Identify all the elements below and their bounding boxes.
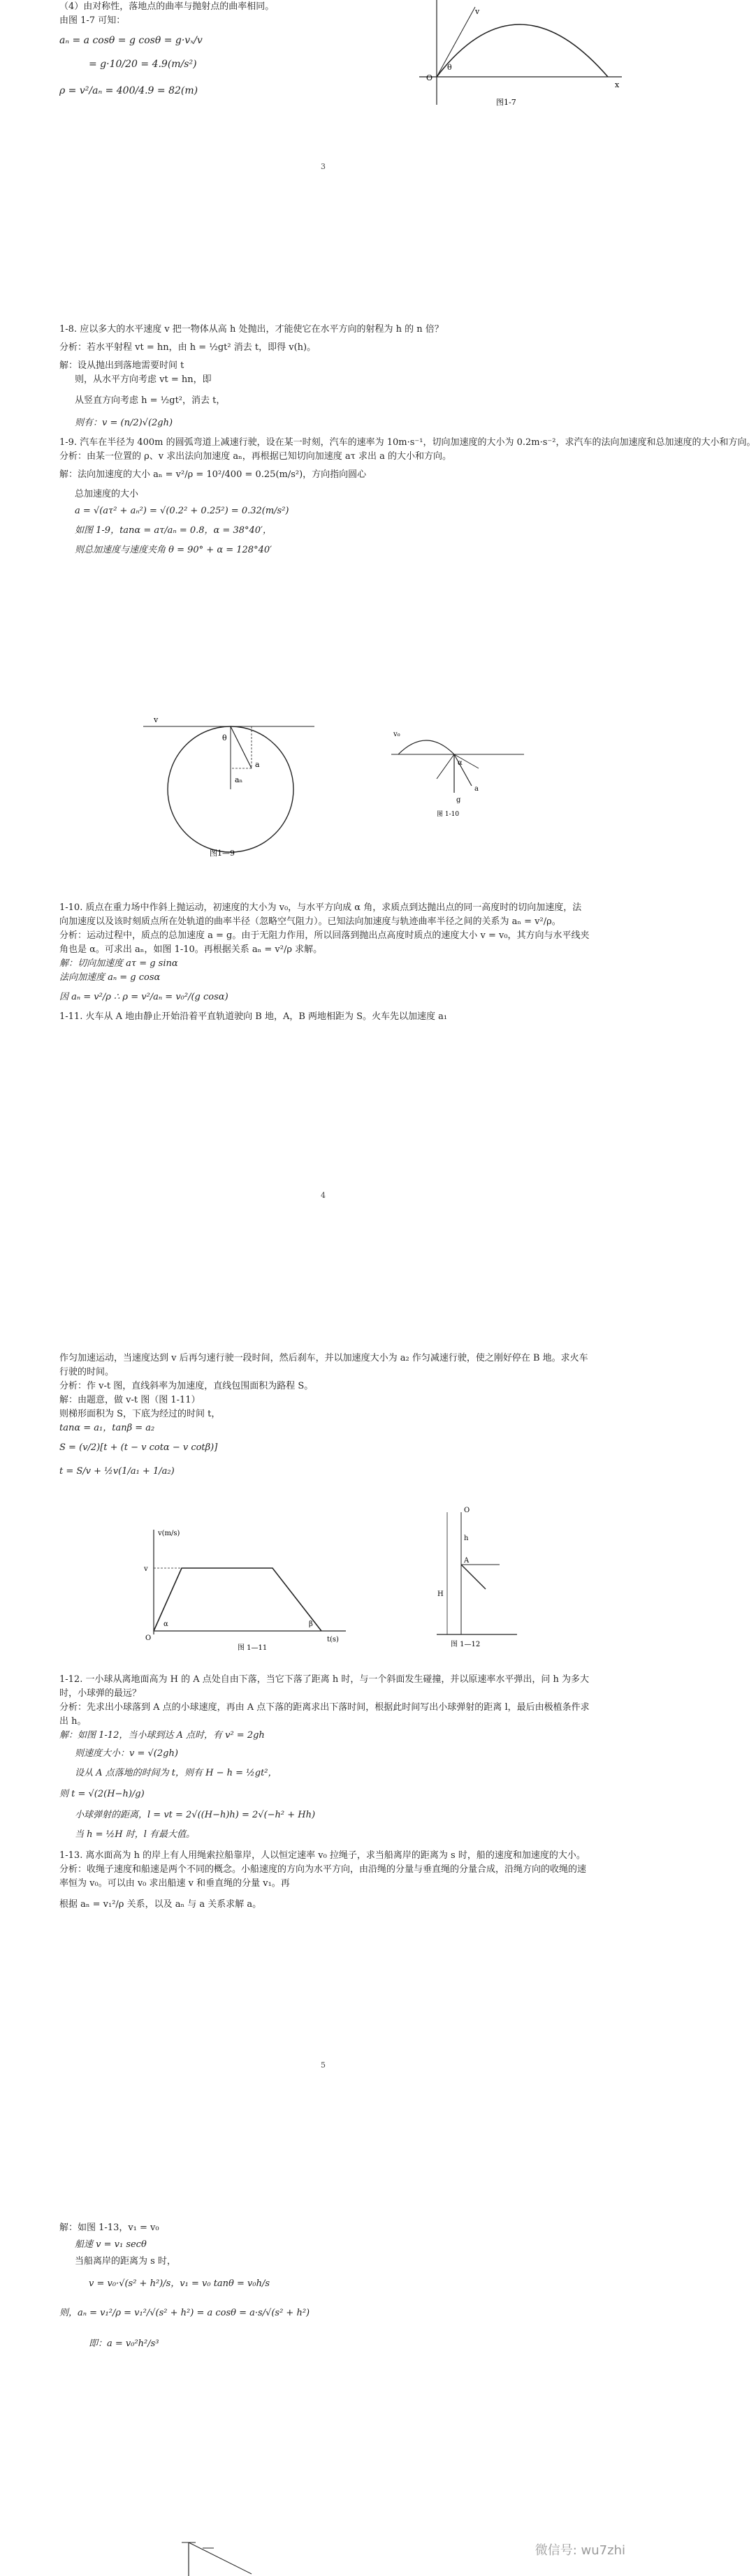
- problem-text: 1-11. 火车从 A 地由静止开始沿着平直轨道驶向 B 地，A，B 两地相距为 S。火车先以加速度 a₁: [59, 1011, 448, 1022]
- equation: 如图 1-9，tanα = aτ/aₙ = 0.8，α = 38°40′，: [75, 525, 272, 536]
- equation: tanα = a₁，tanβ = a₂: [59, 1423, 155, 1433]
- fig-label: H: [437, 1590, 444, 1598]
- fig-label: A: [464, 1557, 470, 1565]
- equation: 即：a = v₀²h²/s³: [89, 2339, 159, 2349]
- solution-text: 解：由题意，做 v-t 图（图 1-11）: [59, 1395, 201, 1405]
- equation: 则速度大小：v = √(2gh): [75, 1748, 178, 1759]
- fig-label: β: [309, 1620, 313, 1628]
- equation: a = √(aτ² + aₙ²) = √(0.2² + 0.25²) = 0.32(m/s²): [75, 506, 289, 516]
- fig-label: v: [154, 715, 159, 724]
- figure-1-13-partial: [175, 2535, 272, 2576]
- fig-label: α: [163, 1620, 168, 1628]
- figure-1-11: [133, 1523, 356, 1652]
- figure-caption: 图1—9: [210, 849, 235, 858]
- solution-text: 解：切向加速度 aτ = g sinα: [59, 958, 178, 969]
- fig-label: g: [456, 796, 461, 804]
- equation: 当 h = ½H 时，l 有最大值。: [75, 1829, 196, 1840]
- fig-label: v(m/s): [158, 1530, 180, 1537]
- equation: ρ = v²/aₙ = 400/4.9 = 82(m): [59, 85, 198, 96]
- equation: 则 t = √(2(H−h)/g): [59, 1789, 145, 1799]
- fig-label: O: [426, 73, 433, 82]
- equation: aₙ = a cosθ = g cosθ = g·vₓ/v: [59, 35, 203, 46]
- page-number: 5: [321, 2061, 326, 2070]
- text-line: （4）由对称性，落地点的曲率与抛射点的曲率相同。: [59, 1, 275, 12]
- fig-label: a: [255, 760, 260, 769]
- equation: v = v₀·√(s² + h²)/s，v₁ = v₀ tanθ = v₀h/s: [89, 2278, 270, 2289]
- solution-text: 解：法向加速度的大小 aₙ = v²/ρ = 10²/400 = 0.25(m/s²)，方向指向圆心: [59, 469, 367, 480]
- figure-caption: 图 1—12: [451, 1641, 481, 1648]
- page5-text: [59, 1352, 590, 1479]
- fig-label: θ: [447, 63, 452, 72]
- equation: 因 aₙ = v²/ρ ∴ ρ = v²/aₙ = v₀²/(g cosα): [59, 992, 228, 1002]
- figure-1-10: [388, 726, 528, 824]
- solution-text: 总加速度的大小: [75, 489, 139, 499]
- page-number: 4: [321, 1191, 326, 1200]
- problem-text: 1-13. 离水面高为 h 的岸上有人用绳索拉船靠岸，人以恒定速率 v₀ 拉绳子，求当船离岸的距离为 s 时，船的速度和加速度的大小。: [59, 1850, 586, 1861]
- fig-label: x: [615, 80, 620, 89]
- problem-text: 1-12. 一小球从离地面高为 H 的 A 点处自由下落，当它下落了距离 h 时，与一个斜面发生碰撞，并以原速率水平弹出，问 h 为多大时，小球弹的最远？: [59, 1674, 589, 1699]
- figure-caption: 图 1—11: [238, 1644, 268, 1652]
- fig-label: aₙ: [235, 775, 243, 784]
- page5-text-2: [59, 1673, 590, 1912]
- fig-label: t(s): [327, 1636, 339, 1644]
- fig-label: v: [475, 7, 480, 16]
- fig-label: α: [458, 759, 463, 767]
- equation: = g·10/20 = 4.9(m/s²): [89, 59, 197, 70]
- solution-text: 解：如图 1-13，v₁ = v₀: [59, 2223, 159, 2233]
- solution-text: 则梯形面积为 S，下底为经过的时间 t，: [59, 1409, 221, 1419]
- figure-caption: 图 1-10: [437, 811, 460, 818]
- figure-caption: 图1-7: [496, 98, 516, 107]
- fig-label: v: [144, 1565, 148, 1573]
- problem-text: 1-9. 汽车在半径为 400m 的圆弧弯道上减速行驶，设在某一时刻，汽车的速率为 10m·s⁻¹，切向加速度的大小为 0.2m·s⁻²，求汽车的法向加速度和总加速度的大小和方向。: [59, 437, 756, 448]
- problem-text: 1-10. 质点在重力场中作斜上抛运动，初速度的大小为 v₀，与水平方向成 α 角，求质点到达抛出点的同一高度时的切向加速度，法向加速度以及该时刻质点所在处轨道的曲率半径（忽略空气阻力）。已知法向加速度与轨迹曲率半径之间的关系为 aₙ = v²/ρ。: [59, 902, 582, 927]
- analysis-text: 分析：作 v-t 图，直线斜率为加速度，直线包围面积为路程 S。: [59, 1381, 314, 1391]
- fig-label: a: [474, 785, 479, 793]
- equation: 则总加速度与速度夹角 θ = 90° + α = 128°40′: [75, 545, 272, 555]
- solution-text: 解：设从抛出到落地需要时间 t: [59, 360, 184, 371]
- fig-label: θ: [222, 733, 227, 742]
- solution-text: 解：如图 1-12，当小球到达 A 点时，有 v² = 2gh: [59, 1730, 265, 1741]
- figure-1-7: [405, 0, 629, 112]
- analysis-text: 分析：若水平射程 vt = hn，由 h = ½gt² 消去 t，即得 v(h)。: [59, 342, 317, 353]
- analysis-text: 分析：运动过程中，质点的总加速度 a = g。由于无阻力作用，所以回落到抛出点高度时质点的速度大小 v = v₀，其方向与水平线夹角也是 α。可求出 aₙ，如图 1-10。再根据关系 aₙ = v²/ρ 求解。: [59, 930, 590, 955]
- analysis-text: 根据 aₙ = v₁²/ρ 关系，以及 aₙ 与 a 关系求解 a。: [59, 1899, 262, 1910]
- solution-text: 则，从水平方向考虑 vt = hn，即: [75, 374, 212, 385]
- equation: S = (v/2)[t + (t − v cotα − v cotβ)]: [59, 1442, 218, 1453]
- page6-text: [59, 2221, 590, 2351]
- solution-text: 从竖直方向考虑 h = ½gt²，消去 t，: [75, 395, 226, 406]
- text-line: 由图 1-7 可知：: [59, 15, 126, 26]
- page4-text-2: [59, 901, 590, 1024]
- fig-label: O: [464, 1507, 470, 1514]
- equation: 设从 A 点落地的时间为 t，则有 H − h = ½gt²，: [75, 1768, 277, 1778]
- solution-text: 法向加速度 aₙ = g cosα: [59, 972, 161, 983]
- page4-text: [59, 323, 756, 557]
- analysis-text: 分析：由某一位置的 ρ、v 求出法向加速度 aₙ，再根据已知切向加速度 aτ 求出 a 的大小和方向。: [59, 451, 451, 462]
- fig-label: O: [145, 1634, 152, 1642]
- equation: 小球弹射的距离，l = vt = 2√((H−h)h) = 2√(−h² + Hh): [75, 1810, 316, 1820]
- analysis-text: 分析：先求出小球落到 A 点的小球速度，再由 A 点下落的距离求出下落时间，根据此时间写出小球弹射的距离 l，最后由极植条件求出 h。: [59, 1702, 590, 1727]
- figure-1-9: [140, 712, 321, 859]
- equation: 船速 v = v₁ secθ: [75, 2239, 147, 2250]
- equation: t = S/v + ½v(1/a₁ + 1/a₂): [59, 1466, 175, 1477]
- solution-text: 当船离岸的距离为 s 时，: [75, 2256, 176, 2267]
- analysis-text: 分析：收绳子速度和船速是两个不同的概念。小船速度的方向为水平方向，由沿绳的分量与垂直绳的分量合成，沿绳方向的收绳的速率恒为 v₀。可以由 v₀ 求出船速 v 和垂直绳的分量 v₁。再: [59, 1864, 587, 1889]
- watermark: 微信号: wu7zhi: [535, 2543, 625, 2558]
- problem-text: 1-8. 应以多大的水平速度 v 把一物体从高 h 处抛出，才能使它在水平方向的射程为 h 的 n 倍？: [59, 324, 444, 335]
- fig-label: v₀: [393, 731, 400, 738]
- problem-text: 作匀加速运动，当速度达到 v 后再匀速行驶一段时间，然后刹车，并以加速度大小为 a₂ 作匀减速行驶，使之刚好停在 B 地。求火车行驶的时间。: [59, 1353, 588, 1377]
- equation: 则，aₙ = v₁²/ρ = v₁²/√(s² + h²) = a cosθ = a·s/√(s² + h²): [59, 2308, 310, 2318]
- fig-label: h: [464, 1535, 469, 1542]
- figure-1-12: [433, 1498, 531, 1648]
- page-number: 3: [321, 162, 326, 171]
- equation: 则有：v = (n/2)√(2gh): [75, 418, 173, 428]
